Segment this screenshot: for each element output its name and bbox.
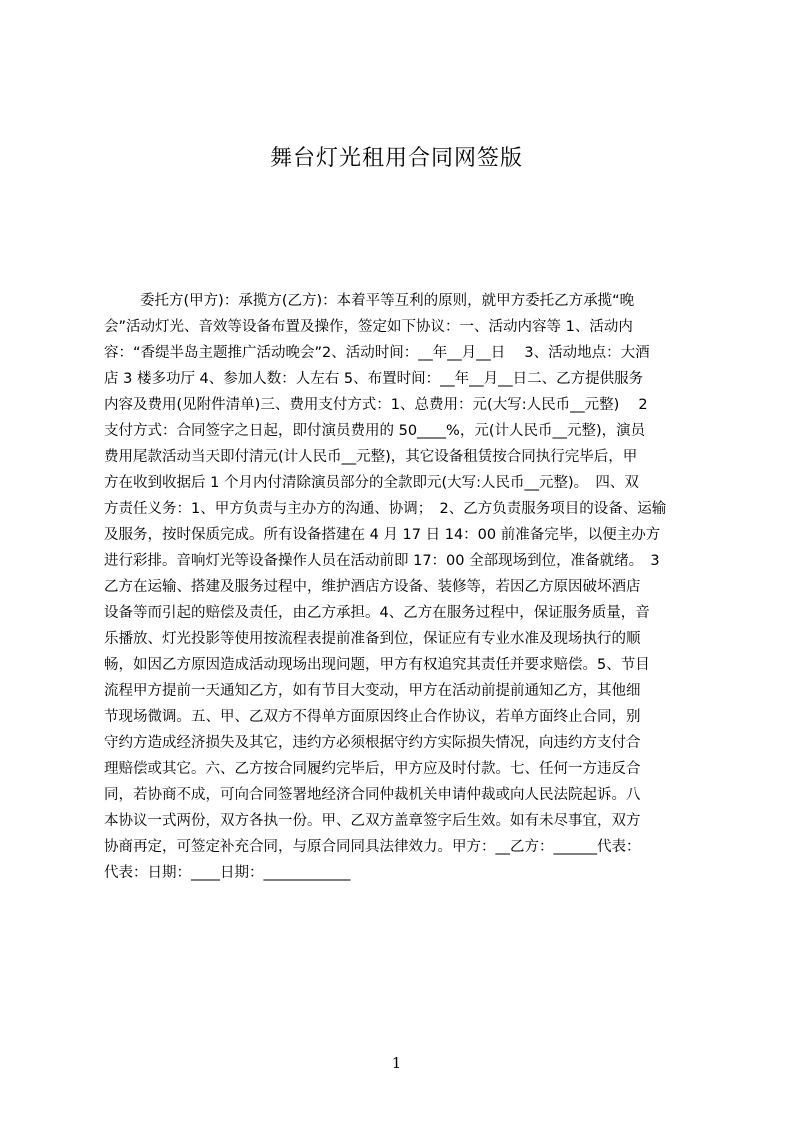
body-line: 同，若协商不成，可向合同签署地经济合同仲裁机关申请仲裁或向人民法院起诉。八 <box>104 787 641 803</box>
document-title: 舞台灯光租用合同网签版 <box>269 146 523 171</box>
contract-body <box>104 288 698 908</box>
body-line: 节现场微调。五、甲、乙双方不得单方面原因终止合作协议，若单方面终止合同，别 <box>104 709 641 725</box>
body-line: 乐播放、灯光投影等使用按流程表提前准备到位，保证应有专业水准及现场执行的顺 <box>104 631 641 647</box>
body-line: 会”活动灯光、音效等设备布置及操作，签定如下协议：一、活动内容等 1、活动内 <box>104 319 633 335</box>
body-line: 守约方造成经济损失及其它，违约方必须根据守约方实际损失情况，向违约方支付合 <box>104 735 641 751</box>
body-line: 代表：日期：____日期：____________ <box>104 865 351 881</box>
body-line: 容：“香缇半岛主题推广活动晚会”2、活动时间：__年__月__日 3、活动地点：大酒 <box>104 345 650 361</box>
body-line: 畅，如因乙方原因造成活动现场出现问题，甲方有权追究其责任并要求赔偿。5、节目 <box>104 657 650 673</box>
body-line: 协商再定，可签定补充合同，与原合同同具法律效力。甲方：__乙方：______代表： <box>104 839 641 855</box>
body-line: 乙方在运输、搭建及服务过程中，维护酒店方设备、装修等，若因乙方原因破坏酒店 <box>104 579 641 595</box>
body-line: 进行彩排。音响灯光等设备操作人员在活动前即 17：00 全部现场到位，准备就绪。 3 <box>104 553 660 569</box>
body-line: 方在收到收据后 1 个月内付清除演员部分的全款即元(大写:人民币__元整)。 四、双 <box>104 475 639 491</box>
body-line: 委托方(甲方)：承揽方(乙方)：本着平等互利的原则，就甲方委托乙方承揽“晚 <box>140 293 635 309</box>
body-line: 内容及费用(见附件清单)三、费用支付方式：1、总费用：元(大写:人民币__元整) 2 <box>104 397 648 413</box>
body-line: 设备等而引起的赔偿及责任，由乙方承担。4、乙方在服务过程中，保证服务质量，音 <box>104 605 650 621</box>
body-line: 支付方式：合同签字之日起，即付演员费用的 50____%，元(计人民币__元整)，演员 <box>104 423 646 439</box>
body-line: 方责任义务：1、甲方负责与主办方的沟通、协调； 2、乙方负责服务项目的设备、运输 <box>104 501 667 517</box>
body-line: 及服务，按时保质完成。所有设备搭建在 4 月 17 日 14：00 前准备完毕，以便主办方 <box>104 527 661 543</box>
body-line: 流程甲方提前一天通知乙方，如有节目大变动，甲方在活动前提前通知乙方，其他细 <box>104 683 641 699</box>
body-line: 理赔偿或其它。六、乙方按合同履约完毕后，甲方应及时付款。七、任何一方违反合 <box>104 761 641 777</box>
body-line: 费用尾款活动当天即付清元(计人民币__元整)，其它设备租赁按合同执行完毕后，甲 <box>104 449 638 465</box>
body-line: 店 3 楼多功厅 4、参加人数：人左右 5、布置时间：__年__月__日二、乙方提供服务 <box>104 371 644 387</box>
page-number: 1 <box>391 1054 402 1072</box>
body-line: 本协议一式两份，双方各执一份。甲、乙双方盖章签字后生效。如有未尽事宜，双方 <box>104 813 641 829</box>
